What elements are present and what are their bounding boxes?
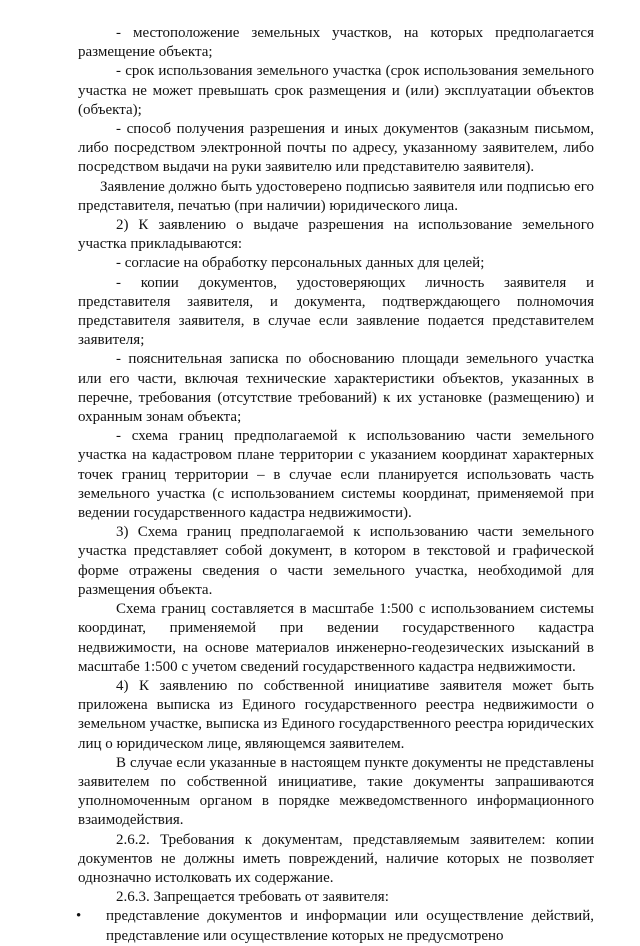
paragraph-consent: - согласие на обработку персональных данных для целей; <box>116 255 485 272</box>
document-page <box>78 24 594 946</box>
list-item-text: представление документов и информации или осуществление действий, представление или осуществление которых не предусмотрено <box>106 908 594 944</box>
paragraph-scheme-scale: Схема границ составляется в масштабе 1:500 с использованием системы координат, применяемой при ведении государственного кадастра недвижимости, на основе материалов инженерно-геодезических изысканий в масштабе 1:500 с учетом сведений государственного кадастра недвижимости. <box>78 601 594 675</box>
paragraph-delivery-method: - способ получения разрешения и иных документов (заказным письмом, либо посредством электронной почты по адресу, указанному заявителем, либо посредством выдачи на руки заявителю или представителю заявителя). <box>78 121 594 176</box>
paragraph-identity-copies: - копии документов, удостоверяющих личность заявителя и представителя заявителя, и документа, подтверждающего полномочия представителя заявителя, в случае если заявление подается представителем заявителя; <box>78 274 594 349</box>
paragraph-interagency-request: В случае если указанные в настоящем пункте документы не представлены заявителем по собственной инициативе, такие документы запрашиваются уполномоченным органом в порядке межведомственного информационного взаимодействия. <box>78 754 594 829</box>
paragraph-usage-term: - срок использования земельного участка (срок использования земельного участка не может превышать срок размещения и (или) эксплуатации объектов (объекта); <box>78 63 594 118</box>
paragraph-attachments-intro: 2) К заявлению о выдаче разрешения на использование земельного участка прикладываются: <box>78 217 594 253</box>
paragraph-boundary-scheme: - схема границ предполагаемой к использованию части земельного участка на кадастровом плане территории с указанием координат характерных точек границ территории – в случае если планируется использовать часть земельного участка (с использованием системы координат, применяемой при ведении государственного кадастра недвижимости). <box>78 428 594 522</box>
bullet-marker: • <box>76 908 82 925</box>
paragraph-optional-extracts: 4) К заявлению по собственной инициативе заявителя может быть приложена выписка из Единого государственного реестра недвижимости о земельном участке, выписка из Единого государственного реестра юридических лиц о юридическом лице, являющемся заявителем. <box>78 677 594 752</box>
paragraph-prohibitions: 2.6.3. Запрещается требовать от заявителя: <box>116 889 389 906</box>
prohibitions-list <box>78 907 594 945</box>
paragraph-explanatory-note: - пояснительная записка по обоснованию площади земельного участка или его части, включая технические характеристики объектов, указанных в перечне, требования (отсутствие требований) к их установке (размещению) и охранным зонам объекта; <box>78 351 594 426</box>
paragraph-document-requirements: 2.6.2. Требования к документам, представляемым заявителем: копии документов не должны иметь повреждений, наличие которых не позволяет однозначно истолковать их содержание. <box>78 831 594 886</box>
list-item <box>68 907 594 945</box>
paragraph-signature: Заявление должно быть удостоверено подписью заявителя или подписью его представителя, печатью (при наличии) юридического лица. <box>78 178 594 214</box>
paragraph-scheme-definition: 3) Схема границ предполагаемой к использованию части земельного участка представляет собой документ, в котором в текстовой и графической форме отражены сведения о части земельного участка, необходимой для размещения объекта. <box>78 524 594 598</box>
paragraph-location: - местоположение земельных участков, на которых предполагается размещение объекта; <box>78 25 594 61</box>
